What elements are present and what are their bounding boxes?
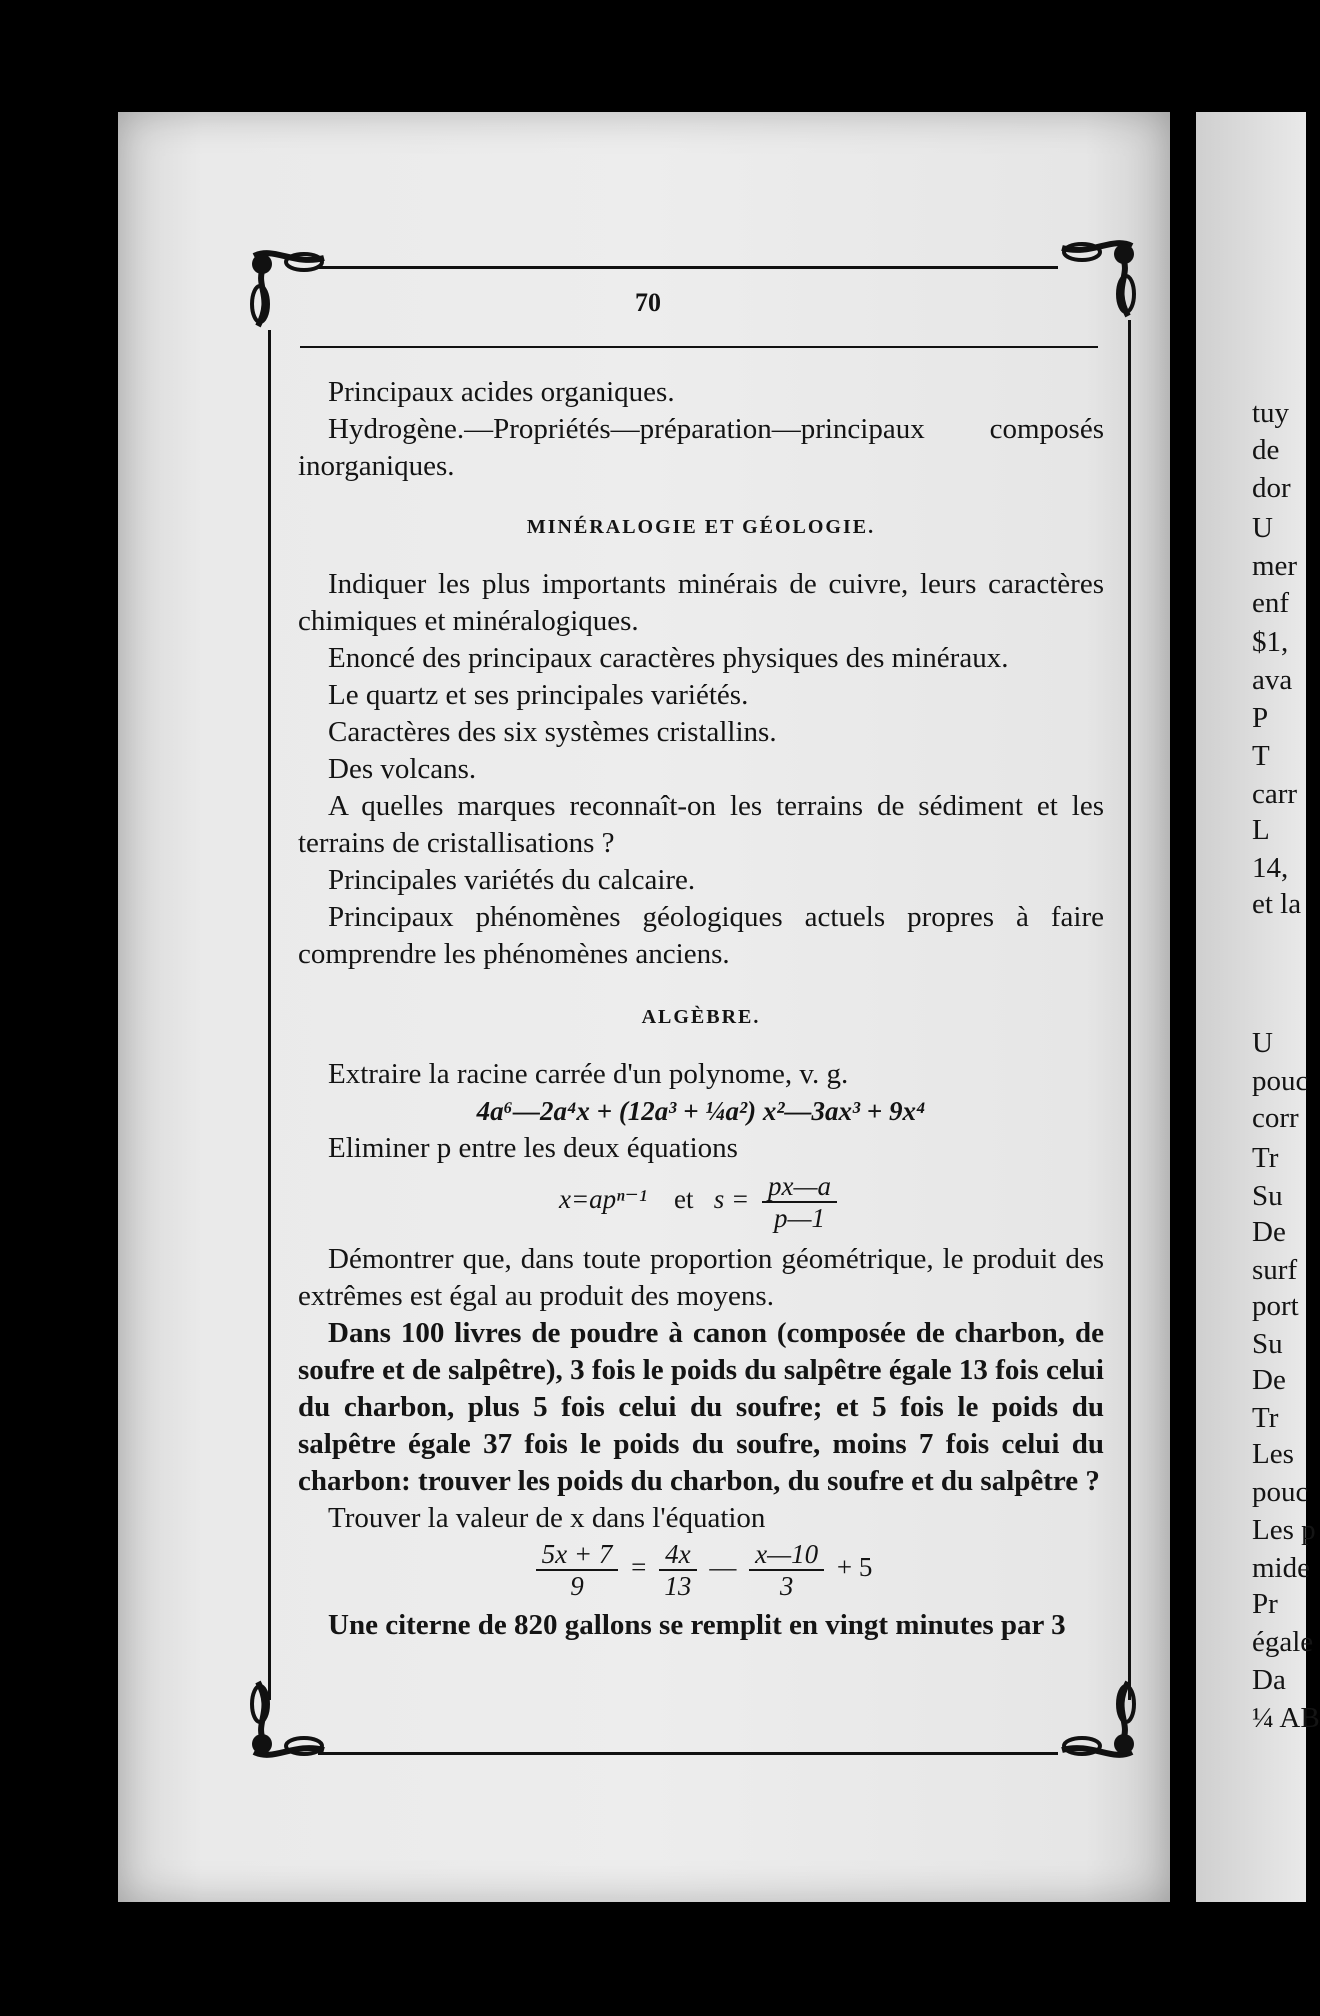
adjacent-page-fragment: carr xyxy=(1252,778,1298,810)
adjacent-page-fragment: pouc xyxy=(1252,1476,1309,1508)
adjacent-page-fragment: Les p xyxy=(1252,1514,1316,1546)
fraction-numerator: x—10 xyxy=(749,1539,824,1571)
equation-x: x=apⁿ⁻¹ xyxy=(558,1184,648,1215)
algebra-item: Trouver la valeur de x dans l'équation xyxy=(328,1502,766,1534)
list-item: Indiquer les plus importants minérais de cuivre, leurs caractères chimiques et minéralogiques. xyxy=(298,568,1104,637)
page-number: 70 xyxy=(635,288,661,317)
fraction-2 xyxy=(659,1539,696,1601)
adjacent-page-fragment: $1, xyxy=(1252,626,1289,658)
minus-sign: — xyxy=(709,1552,737,1583)
last-line: Une citerne de 820 gallons se remplit en vingt minutes par 3 xyxy=(328,1609,1066,1641)
adjacent-page-fragment: L xyxy=(1252,814,1270,846)
page-body xyxy=(298,374,1104,1644)
adjacent-page-fragment: tuy xyxy=(1252,397,1290,429)
equation-pair xyxy=(298,1171,1104,1233)
adjacent-page-fragment: U xyxy=(1252,1027,1273,1059)
corner-ornament-bottom-right-icon xyxy=(1052,1672,1142,1762)
frame-left-rule xyxy=(268,330,271,1700)
heading-algebre: ALGÈBRE. xyxy=(641,1006,761,1028)
adjacent-page-fragment: dor xyxy=(1252,472,1291,504)
adjacent-page-fragment: de xyxy=(1252,434,1280,466)
line-hydrogene: Hydrogène.—Propriétés—préparation—principaux composés inorganiques. xyxy=(298,413,1104,482)
fraction-1 xyxy=(536,1539,619,1601)
adjacent-page-fragment: corr xyxy=(1252,1102,1299,1134)
heading-mineralogie: MINÉRALOGIE ET GÉOLOGIE. xyxy=(526,516,876,538)
frame-right-rule xyxy=(1128,320,1131,1700)
adjacent-page-fragment: Tr xyxy=(1252,1142,1279,1174)
fraction-denominator: 13 xyxy=(664,1571,692,1601)
adjacent-page-fragment: Su xyxy=(1252,1328,1283,1360)
list-item: Des volcans. xyxy=(328,753,477,785)
adjacent-page-fragment: port xyxy=(1252,1290,1299,1322)
adjacent-page-fragment: T xyxy=(1252,740,1270,772)
fraction-denominator: p—1 xyxy=(774,1203,826,1233)
adjacent-page-fragment: enf xyxy=(1252,587,1290,619)
adjacent-page-fragment: Tr xyxy=(1252,1402,1279,1434)
algebra-item: Dans 100 livres de poudre à canon (composée de charbon, de soufre et de salpêtre), 3 fois le poids du salpêtre égale 13 fois celui du charbon, plus 5 fois celui du soufre; et 5 fois le poids du salpêtre égale 37 fois le poids du soufre, moins 7 fois celui du charbon: trouver les poids du charbon, du soufre et du salpêtre ? xyxy=(298,1317,1104,1497)
list-item: A quelles marques reconnaît-on les terrains de sédiment et les terrains de cristallisations ? xyxy=(298,790,1104,859)
list-item: Caractères des six systèmes cristallins. xyxy=(328,716,777,748)
adjacent-page-fragment: P xyxy=(1252,702,1269,734)
line-acides: Principaux acides organiques. xyxy=(328,376,675,408)
algebra-item: Démontrer que, dans toute proportion géométrique, le produit des extrêmes est égal au produit des moyens. xyxy=(298,1243,1104,1312)
adjacent-page-fragment: ava xyxy=(1252,664,1293,696)
adjacent-page-fragment: surf xyxy=(1252,1254,1298,1286)
adjacent-page-fragment: Da xyxy=(1252,1664,1286,1696)
polynomial-expression: 4a⁶—2a⁴x + (12a³ + ¼a²) x²—3ax³ + 9x⁴ xyxy=(476,1096,926,1126)
list-item: Enoncé des principaux caractères physiques des minéraux. xyxy=(328,642,1009,674)
adjacent-page-fragment: Pr xyxy=(1252,1588,1278,1620)
adjacent-page-fragment: mer xyxy=(1252,550,1298,582)
adjacent-page-fragment: mide xyxy=(1252,1552,1310,1584)
equation-s: s = xyxy=(713,1184,750,1215)
fraction-3 xyxy=(749,1539,824,1601)
equation-et: et xyxy=(674,1184,694,1215)
equation-fraction xyxy=(762,1171,837,1233)
adjacent-page-fragment: Su xyxy=(1252,1180,1283,1212)
fraction-numerator: 5x + 7 xyxy=(536,1539,619,1571)
fraction-denominator: 3 xyxy=(779,1571,794,1601)
frame-bottom-rule xyxy=(318,1752,1058,1755)
adjacent-page-fragment: De xyxy=(1252,1216,1286,1248)
adjacent-page-fragment: U xyxy=(1252,512,1273,544)
adjacent-page-fragment: pouc xyxy=(1252,1065,1309,1097)
equation-x-value xyxy=(298,1539,1104,1601)
adjacent-page-fragment: De xyxy=(1252,1364,1286,1396)
corner-ornament-bottom-left-icon xyxy=(244,1672,334,1762)
algebra-item: Extraire la racine carrée d'un polynome, v. g. xyxy=(328,1058,849,1090)
equals-sign: = xyxy=(631,1552,647,1583)
algebra-item: Eliminer p entre les deux équations xyxy=(328,1132,738,1164)
adjacent-page-fragment: 14, xyxy=(1252,852,1289,884)
fraction-numerator: px—a xyxy=(762,1171,837,1203)
header-rule xyxy=(300,346,1098,348)
adjacent-page-fragment: Les xyxy=(1252,1438,1294,1470)
list-item: Le quartz et ses principales variétés. xyxy=(328,679,749,711)
plus-five: + 5 xyxy=(836,1552,873,1583)
fraction-denominator: 9 xyxy=(570,1571,584,1601)
fraction-numerator: 4x xyxy=(659,1539,696,1571)
list-item: Principaux phénomènes géologiques actuels propres à faire comprendre les phénomènes anciens. xyxy=(298,901,1104,970)
list-item: Principales variétés du calcaire. xyxy=(328,864,696,896)
adjacent-page-fragment: égale xyxy=(1252,1626,1314,1658)
adjacent-page-fragment: ¼ AB xyxy=(1252,1702,1320,1734)
adjacent-page-fragment: et la xyxy=(1252,888,1302,920)
frame-top-rule xyxy=(318,266,1058,269)
